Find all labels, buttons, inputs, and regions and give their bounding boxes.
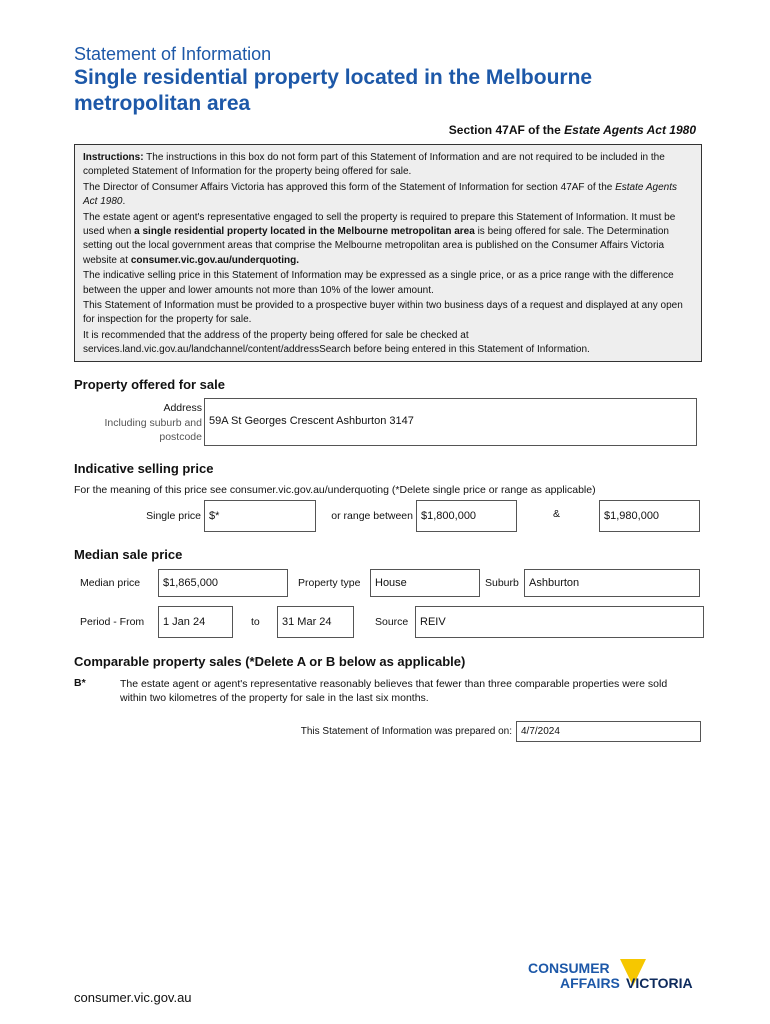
median-price-field[interactable] <box>158 569 288 597</box>
consumer-affairs-victoria-logo <box>528 958 708 994</box>
logo-line3: VICTORIA <box>626 975 693 991</box>
median-heading: Median sale price <box>74 547 183 562</box>
instructions-p3-text: The estate agent or agent's representative engaged to sell the property is required to prepare this Statement of Information. It must be used when <box>83 211 676 238</box>
period-from-label: Period - From <box>80 616 145 628</box>
address-label-line3: postcode <box>159 431 202 443</box>
address-label-line1: Address <box>163 402 202 414</box>
range-label: or range between <box>331 510 413 522</box>
address-value: 59A St Georges Crescent Ashburton 3147 <box>209 415 414 427</box>
source-label: Source <box>375 616 409 628</box>
instructions-p2-end: . <box>122 196 126 208</box>
prepared-date-field[interactable] <box>516 721 701 742</box>
range-low-value: $1,800,000 <box>421 510 477 522</box>
range-high-value: $1,980,000 <box>604 510 660 522</box>
instructions-p3-link: consumer.vic.gov.au/underquoting. <box>130 254 299 266</box>
source-field[interactable] <box>415 606 704 638</box>
instructions-p2 <box>83 181 693 210</box>
footer-url: consumer.vic.gov.au <box>74 990 192 1005</box>
logo-line1: CONSUMER <box>528 960 610 976</box>
instructions-p6: It is recommended that the address of the property being offered for sale be checked at services.land.vic.gov.au/landchannel/content/addressSearch before being entered in this Statement of Information. <box>83 329 590 356</box>
address-field[interactable] <box>204 398 697 446</box>
period-to-label: to <box>251 616 260 628</box>
single-price-value: $* <box>209 510 220 522</box>
instructions-p3-bold: a single residential property located in the Melbourne metropolitan area <box>134 226 475 238</box>
instructions-box <box>74 144 702 362</box>
comparable-heading: Comparable property sales (*Delete A or B below as applicable) <box>74 654 466 669</box>
instructions-p2-act: Estate Agents Act 1980 <box>83 181 677 208</box>
instructions-p3 <box>83 211 693 269</box>
document-eyebrow: Statement of Information <box>74 44 272 64</box>
section-act: Estate Agents Act 1980 <box>564 123 696 137</box>
period-to-value: 31 Mar 24 <box>282 616 332 628</box>
range-high-field[interactable] <box>599 500 700 532</box>
period-from-value: 1 Jan 24 <box>163 616 206 628</box>
prepared-label: This Statement of Information was prepared on: <box>300 726 512 737</box>
period-to-field[interactable] <box>277 606 354 638</box>
median-price-label: Median price <box>80 577 141 589</box>
section-reference <box>449 123 696 137</box>
instructions-lead: Instructions: <box>83 152 144 163</box>
instructions-p3-text2: is being offered for sale. The Determination setting out the local government areas that comprise the Melbourne metropolitan area is published on the Consumer Affairs Victoria website at <box>83 226 669 266</box>
range-low-field[interactable] <box>416 500 517 532</box>
comparable-text: The estate agent or agent's representative reasonably believes that fewer than three comparable properties were sold within two kilometres of the property for sale in the last six months. <box>120 678 668 704</box>
period-from-field[interactable] <box>158 606 233 638</box>
suburb-label: Suburb <box>485 577 519 589</box>
prepared-date-value: 4/7/2024 <box>521 726 560 737</box>
instructions-p2-text: The Director of Consumer Affairs Victoria has approved this form of the Statement of Information for section 47AF of the <box>83 181 616 193</box>
indicative-note: For the meaning of this price see consumer.vic.gov.au/underquoting (*Delete single price or range as applicable) <box>74 484 596 496</box>
suburb-value: Ashburton <box>529 577 580 589</box>
property-type-value: House <box>375 577 407 589</box>
address-label-line2: Including suburb and <box>104 416 202 429</box>
single-price-field[interactable] <box>204 500 316 532</box>
median-price-value: $1,865,000 <box>163 577 219 589</box>
address-label <box>74 401 202 445</box>
section-prefix: Section 47AF of the <box>448 123 565 137</box>
instructions-p4: The indicative selling price in this Statement of Information may be expressed as a single price, or as a price range with the difference between the upper and lower amounts not more than 10% of the lower amount. <box>83 270 674 296</box>
property-type-field[interactable] <box>370 569 480 597</box>
logo-line2: AFFAIRS <box>560 975 620 991</box>
document-title: Single residential property located in the Melbourne metropolitan area <box>74 66 593 115</box>
instructions-p5: This Statement of Information must be provided to a prospective buyer within two business days of a request and displayed at any open for inspection for the property for sale. <box>83 300 683 326</box>
range-ampersand: & <box>553 508 561 520</box>
suburb-field[interactable] <box>524 569 700 597</box>
instructions-p1-text: The instructions in this box do not form part of this Statement of Information and are not required to be included in the completed Statement of Information for the property being offered for sale. <box>83 152 665 178</box>
comparable-option: B* <box>74 677 86 689</box>
single-price-label: Single price <box>146 510 201 522</box>
indicative-heading: Indicative selling price <box>74 461 214 476</box>
property-type-label: Property type <box>298 577 361 589</box>
property-heading: Property offered for sale <box>74 377 225 392</box>
instructions-p1 <box>83 151 693 180</box>
source-value: REIV <box>420 616 446 628</box>
